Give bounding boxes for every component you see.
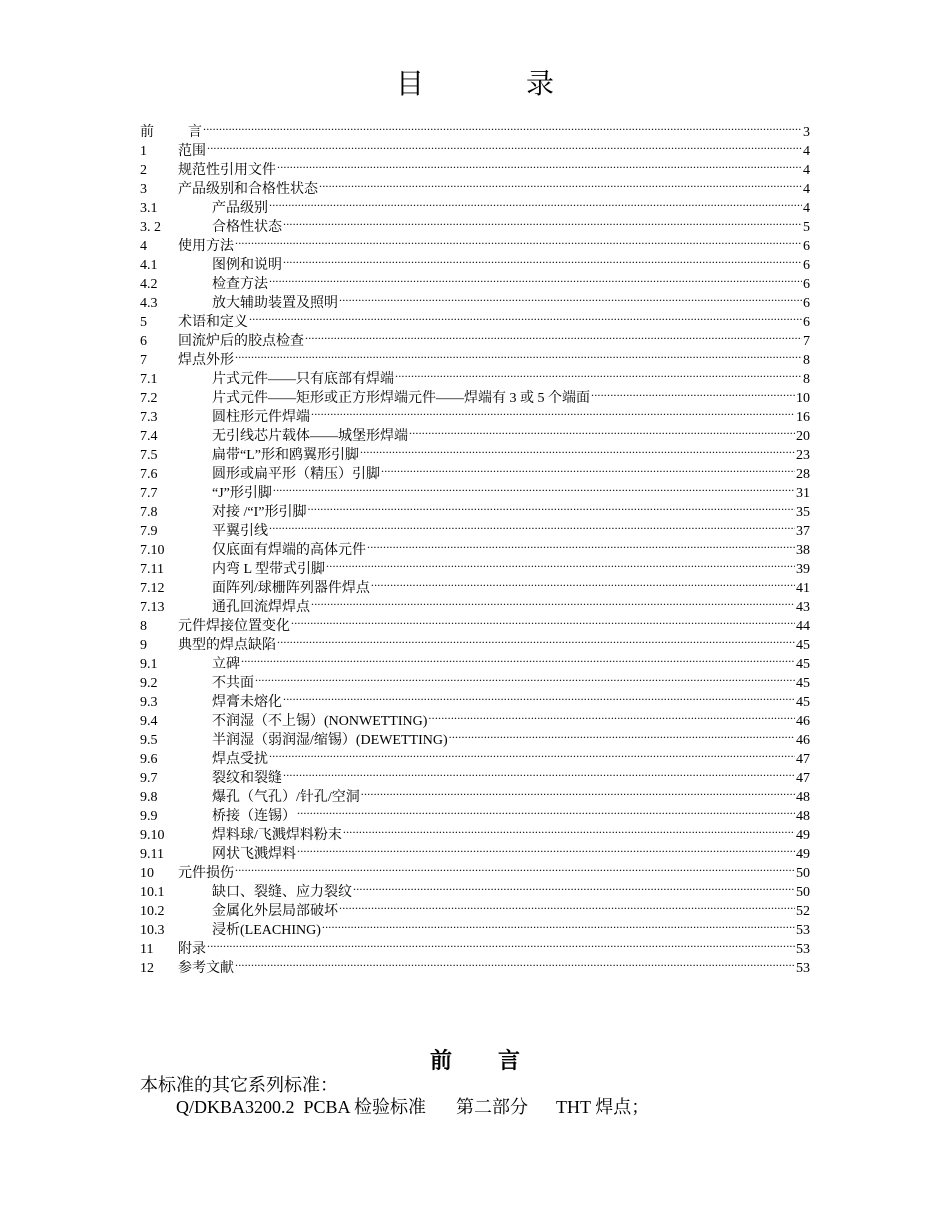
toc-entry-label: 产品级别: [212, 201, 268, 216]
toc-dot-leader: [353, 877, 795, 896]
toc-dot-leader: [203, 117, 802, 136]
toc-entry-label: 焊膏未熔化: [212, 695, 282, 710]
toc-entry-page: 53: [796, 923, 810, 938]
toc-dot-leader: [381, 459, 795, 478]
toc-entry-label: 回流炉后的胶点检查: [178, 334, 304, 349]
toc-entry-page: 35: [796, 505, 810, 520]
toc-entry-page: 50: [796, 885, 810, 900]
toc-entry-label: 图例和说明: [212, 258, 282, 273]
toc-entry-number: 12: [140, 961, 154, 976]
foreword-title-right: 言: [498, 1048, 521, 1073]
toc-entry-number: 9: [140, 638, 147, 653]
toc-entry-page: 4: [803, 163, 810, 178]
toc-entry-page: 4: [803, 144, 810, 159]
toc-entry-page: 39: [796, 562, 810, 577]
toc-dot-leader: [360, 440, 795, 459]
toc-dot-leader: [249, 307, 802, 326]
toc-entry-page: 45: [796, 695, 810, 710]
toc-entry-page: 8: [803, 353, 810, 368]
toc-entry-number: 8: [140, 619, 147, 634]
toc-entry-number: 7.2: [140, 391, 158, 406]
toc-entry-label: 圆柱形元件焊端: [212, 410, 310, 425]
toc-entry-label: 焊点外形: [178, 353, 234, 368]
toc-entry-number: 7.8: [140, 505, 158, 520]
toc-dot-leader: [269, 193, 802, 212]
toc-entry-page: 6: [803, 258, 810, 273]
toc-entry-page: 37: [796, 524, 810, 539]
toc-entry-number: 9.3: [140, 695, 158, 710]
toc-entry[interactable]: [140, 649, 810, 672]
toc-title: [0, 62, 950, 102]
toc-entry-label: 仅底面有焊端的高体元件: [212, 543, 366, 558]
toc-entry-page: 47: [796, 771, 810, 786]
toc-entry-label: 检查方法: [212, 277, 268, 292]
toc-entry-label: 典型的焊点缺陷: [178, 638, 276, 653]
toc-entry-label: 金属化外层局部破坏: [212, 904, 338, 919]
toc-entry[interactable]: [140, 250, 810, 273]
toc-entry-page: 10: [796, 391, 810, 406]
toc-entry-label: 浸析(LEACHING): [212, 923, 321, 938]
toc-entry-number: 7.5: [140, 448, 158, 463]
toc-entry-page: 46: [796, 714, 810, 729]
toc-dot-leader: [311, 592, 795, 611]
toc-entry-page: 48: [796, 790, 810, 805]
toc-entry-page: 6: [803, 315, 810, 330]
toc-dot-leader: [207, 934, 795, 953]
foreword-intro: 本标准的其它系列标准：: [140, 1075, 338, 1095]
toc-entry-label: 桥接（连锡）: [212, 809, 296, 824]
toc-entry-page: 6: [803, 296, 810, 311]
foreword-item: [176, 1093, 649, 1119]
foreword-item-part: 第二部分: [456, 1097, 529, 1117]
toc-dot-leader: [297, 839, 795, 858]
toc-entry-number: 10.2: [140, 904, 165, 919]
toc-entry-number: 2: [140, 163, 147, 178]
toc-dot-leader: [371, 573, 795, 592]
toc-dot-leader: [283, 763, 795, 782]
toc-entry-label: 元件损伤: [178, 866, 234, 881]
toc-entry-number: 10: [140, 866, 154, 881]
toc-entry-number: 9.9: [140, 809, 158, 824]
foreword-item-desc: THT 焊点；: [556, 1097, 650, 1117]
toc-entry-number: 3: [140, 182, 147, 197]
toc-entry-label: 规范性引用文件: [178, 163, 276, 178]
toc-entry-number: 10.3: [140, 923, 165, 938]
toc-dot-leader: [255, 668, 795, 687]
toc-entry-label: 扁带“L”形和鸥翼形引脚: [212, 448, 359, 463]
toc-dot-leader: [269, 516, 795, 535]
toc-entry-label: 使用方法: [178, 239, 234, 254]
toc-dot-leader: [283, 212, 802, 231]
toc-dot-leader: [319, 174, 802, 193]
toc-entry-page: 20: [796, 429, 810, 444]
toc-dot-leader: [235, 231, 802, 250]
toc-entry-label: “J”形引脚: [212, 486, 272, 501]
table-of-contents: [140, 117, 810, 976]
toc-entry-page: 43: [796, 600, 810, 615]
toc-entry-number: 10.1: [140, 885, 165, 900]
toc-entry-label: 附录: [178, 942, 206, 957]
toc-entry-label: 放大辅助装置及照明: [212, 296, 338, 311]
toc-entry-page: 53: [796, 961, 810, 976]
toc-dot-leader: [269, 744, 795, 763]
toc-entry[interactable]: [140, 364, 810, 387]
toc-title-right: 录: [526, 69, 555, 100]
toc-entry[interactable]: [140, 136, 810, 159]
toc-entry-number: 9.10: [140, 828, 165, 843]
toc-entry[interactable]: [140, 858, 810, 881]
toc-dot-leader: [307, 497, 795, 516]
toc-dot-leader: [311, 402, 795, 421]
toc-entry-number: 11: [140, 942, 154, 957]
toc-entry-page: 6: [803, 239, 810, 254]
toc-entry-page: 49: [796, 828, 810, 843]
toc-entry-label: 网状飞溅焊料: [212, 847, 296, 862]
toc-entry-label: 片式元件——矩形或正方形焊端元件——焊端有 3 或 5 个端面: [212, 391, 590, 406]
toc-entry-label: 参考文献: [178, 961, 234, 976]
toc-entry-page: 45: [796, 676, 810, 691]
toc-entry-number: 5: [140, 315, 147, 330]
toc-entry-label: 内弯 L 型带式引脚: [212, 562, 326, 577]
toc-entry-page: 52: [796, 904, 810, 919]
toc-entry-number: 7.1: [140, 372, 158, 387]
toc-entry-page: 7: [803, 334, 810, 349]
toc-entry-page: 38: [796, 543, 810, 558]
toc-entry-page: 49: [796, 847, 810, 862]
toc-dot-leader: [322, 915, 795, 934]
toc-entry-label: 爆孔（气孔）/针孔/空洞: [212, 790, 360, 805]
toc-entry-page: 23: [796, 448, 810, 463]
toc-entry-number: 7.6: [140, 467, 158, 482]
toc-entry-label: 通孔回流焊焊点: [212, 600, 310, 615]
toc-entry-number: 4: [140, 239, 147, 254]
toc-entry[interactable]: [140, 668, 810, 691]
toc-entry-number: 9.1: [140, 657, 158, 672]
toc-entry-page: 5: [803, 220, 810, 235]
toc-entry[interactable]: [140, 117, 810, 140]
toc-dot-leader: [235, 345, 802, 364]
toc-entry-page: 8: [803, 372, 810, 387]
toc-dot-leader: [283, 250, 802, 269]
toc-entry-number: 1: [140, 144, 147, 159]
toc-dot-leader: [283, 687, 795, 706]
toc-dot-leader: [361, 782, 795, 801]
toc-entry-page: 50: [796, 866, 810, 881]
toc-entry[interactable]: [140, 345, 810, 368]
foreword-title-left: 前: [429, 1048, 452, 1073]
toc-entry-page: 31: [796, 486, 810, 501]
toc-entry-page: 3: [803, 125, 810, 140]
toc-entry-label: 立碑: [212, 657, 240, 672]
toc-entry-label: 术语和定义: [178, 315, 248, 330]
toc-entry-number: 4.2: [140, 277, 158, 292]
toc-entry-label: 言: [188, 125, 202, 140]
toc-entry-label: 范围: [178, 144, 206, 159]
toc-entry-number: 7.4: [140, 429, 158, 444]
toc-entry-label: 合格性状态: [212, 220, 282, 235]
toc-title-left: 目: [395, 69, 424, 100]
toc-entry-number: 9.4: [140, 714, 158, 729]
toc-entry-number: 9.11: [140, 847, 164, 862]
toc-entry-label: 片式元件——只有底部有焊端: [212, 372, 394, 387]
toc-entry-label: 产品级别和合格性状态: [178, 182, 318, 197]
toc-entry-label: 元件焊接位置变化: [178, 619, 290, 634]
toc-entry-page: 6: [803, 277, 810, 292]
toc-dot-leader: [235, 858, 795, 877]
toc-dot-leader: [291, 611, 795, 630]
toc-entry-number: 3.1: [140, 201, 158, 216]
toc-entry-label: 圆形或扁平形（精压）引脚: [212, 467, 380, 482]
toc-entry[interactable]: [140, 953, 810, 976]
toc-entry-number: 7.10: [140, 543, 165, 558]
toc-entry-number: 9.5: [140, 733, 158, 748]
toc-dot-leader: [591, 383, 795, 402]
toc-entry-label: 焊料球/飞溅焊料粉末: [212, 828, 342, 843]
toc-entry-page: 16: [796, 410, 810, 425]
toc-entry-number: 7.7: [140, 486, 158, 501]
toc-entry-label: 缺口、裂缝、应力裂纹: [212, 885, 352, 900]
toc-entry[interactable]: [140, 155, 810, 178]
toc-entry-number: 7.3: [140, 410, 158, 425]
toc-dot-leader: [339, 288, 802, 307]
toc-entry-label: 不润湿（不上锡）(NONWETTING): [212, 714, 428, 729]
toc-entry-page: 4: [803, 201, 810, 216]
toc-entry-number: 9.8: [140, 790, 158, 805]
toc-dot-leader: [273, 478, 795, 497]
toc-entry-number: 6: [140, 334, 147, 349]
toc-entry-label: 无引线芯片载体——城堡形焊端: [212, 429, 408, 444]
toc-dot-leader: [207, 136, 802, 155]
toc-dot-leader: [428, 706, 795, 725]
toc-entry-label: 对接 /“I”形引脚: [212, 505, 307, 520]
toc-entry-label: 焊点受扰: [212, 752, 268, 767]
toc-entry-label: 不共面: [212, 676, 254, 691]
toc-entry-label: 裂纹和裂缝: [212, 771, 282, 786]
toc-entry-number: 7.13: [140, 600, 165, 615]
toc-dot-leader: [277, 155, 802, 174]
toc-dot-leader: [339, 896, 795, 915]
toc-entry-number: 3. 2: [140, 220, 161, 235]
toc-entry-label: 半润湿（弱润湿/缩锡）(DEWETTING): [212, 733, 448, 748]
toc-entry-page: 41: [796, 581, 810, 596]
toc-entry-page: 47: [796, 752, 810, 767]
toc-entry[interactable]: [140, 877, 810, 900]
toc-dot-leader: [269, 269, 802, 288]
toc-dot-leader: [367, 535, 795, 554]
toc-entry-number: 4.1: [140, 258, 158, 273]
toc-entry-number: 7.9: [140, 524, 158, 539]
toc-entry[interactable]: [140, 231, 810, 254]
toc-entry-number: 9.7: [140, 771, 158, 786]
toc-dot-leader: [409, 421, 795, 440]
toc-entry-number: 前: [140, 125, 154, 140]
toc-entry-label: 平翼引线: [212, 524, 268, 539]
toc-entry-page: 45: [796, 657, 810, 672]
toc-dot-leader: [305, 326, 802, 345]
toc-entry-page: 4: [803, 182, 810, 197]
toc-dot-leader: [343, 820, 795, 839]
toc-entry-page: 28: [796, 467, 810, 482]
toc-dot-leader: [277, 630, 795, 649]
toc-dot-leader: [395, 364, 802, 383]
toc-entry-number: 7: [140, 353, 147, 368]
toc-dot-leader: [235, 953, 795, 972]
toc-dot-leader: [449, 725, 795, 744]
toc-entry-page: 45: [796, 638, 810, 653]
toc-entry-number: 9.6: [140, 752, 158, 767]
toc-entry[interactable]: [140, 934, 810, 957]
toc-entry-page: 48: [796, 809, 810, 824]
toc-dot-leader: [326, 554, 795, 573]
toc-entry-page: 44: [796, 619, 810, 634]
toc-entry-page: 46: [796, 733, 810, 748]
toc-dot-leader: [241, 649, 795, 668]
toc-dot-leader: [297, 801, 795, 820]
toc-entry-number: 7.11: [140, 562, 164, 577]
toc-entry-label: 面阵列/球栅阵列器件焊点: [212, 581, 370, 596]
toc-entry-number: 9.2: [140, 676, 158, 691]
toc-entry-number: 7.12: [140, 581, 165, 596]
toc-entry-page: 53: [796, 942, 810, 957]
foreword-item-code: Q/DKBA3200.2 PCBA 检验标准: [176, 1097, 427, 1117]
toc-entry-number: 4.3: [140, 296, 158, 311]
